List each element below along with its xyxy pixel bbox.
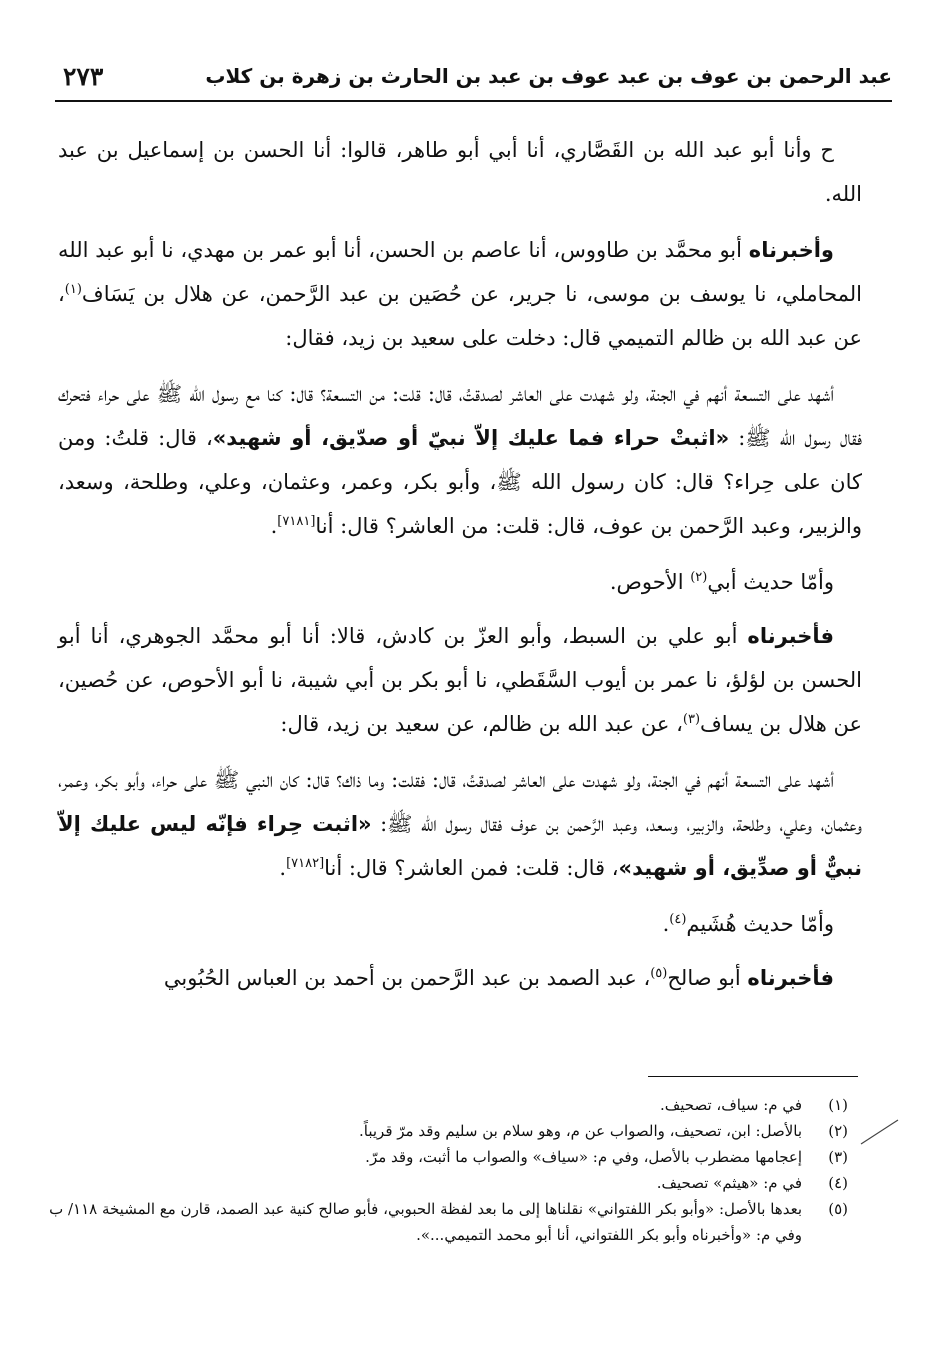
paragraph-lead: فأخبرناه [747, 966, 834, 990]
paragraph-text: أشهد على التسعة أنهم في الجنة، ولو شهدت على العاشر لصدقتُ، قال: قلت: من التسعة؟ قال: كنا مع رسول الله ﷺ على حراء فتحرك فقال رسول الله ﷺ: [58, 382, 863, 450]
hadith-number: [٧١٨١] [277, 514, 316, 529]
margin-stroke-mark [858, 1118, 900, 1148]
footnote-ref: (١) [64, 282, 82, 297]
footnote-divider [648, 1076, 858, 1077]
footnote-item [40, 1118, 848, 1144]
footnote-ref: (٤) [669, 912, 687, 927]
paragraph-text: أبو صالح [667, 966, 748, 990]
paragraph-5 [58, 614, 862, 746]
footnote-item [40, 1196, 848, 1248]
paragraph-2 [58, 228, 862, 360]
footnote-ref: (٢) [690, 570, 708, 585]
paragraph-lead: فأخبرناه [747, 624, 834, 648]
paragraph-4 [58, 560, 862, 604]
running-head: عبد الرحمن بن عوف بن عبد عوف بن عبد بن الحارث بن زهرة بن كلاب [205, 64, 892, 88]
paragraph-text: أشهد على التسعة أنهم في الجنة، ولو شهدت على العاشر لصدقتُ، قال: فقلت: وما ذاك؟ قال: كان النبي ﷺ على حراء، وأبو بكر، وعمر، وعثمان، وعلي، وطلحة، والزبير، وسعد، وعبد الرَّحمن بن عوف فقال رسول الله ﷺ: [58, 768, 863, 836]
paragraph-text: ، قال: قلتُ: ومن كان على حِراء؟ قال: كان رسول الله ﷺ، وأبو بكر، وعمر، وعثمان، وعلي، وطلحة، وسعد، والزبير، وعبد الرَّحمن بن عوف، قال: قلت: من العاشر؟ قال: أنا [58, 426, 862, 538]
footnote-text: في م: «هيثم» تصحيف. [656, 1174, 802, 1192]
footnote-item [40, 1170, 848, 1196]
footnote-ref: (٥) [650, 966, 668, 981]
page-number: ٢٧٣ [63, 62, 104, 91]
paragraph-text: أبو علي بن السبط، وأبو العزّ بن كادش، قالا: أنا أبو محمَّد الجوهري، أنا أبو الحسن بن لؤلؤ، نا عمر بن أيوب السَّقَطي، نا أبو بكر بن أبي شيبة، نا أبو الأحوص، عن حُصين، عن هلال بن يساف [58, 624, 862, 736]
paragraph-6 [58, 758, 862, 890]
footnote-number: (٢) [828, 1122, 848, 1140]
paragraph-text: أبو محمَّد بن طاووس، أنا عاصم بن الحسن، أنا أبو عمر بن مهدي، نا أبو عبد الله المحاملي، نا يوسف بن موسى، نا جرير، عن حُصَين بن عبد الرَّحمن، عن هلال بن يَسَاف [58, 238, 862, 306]
paragraph-text: وأمّا حديث أبي [707, 570, 834, 594]
paragraph-text: ، قال: قلت: فمن العاشر؟ قال: أنا [324, 856, 619, 880]
paragraph-text: الأحوص. [609, 570, 691, 594]
paragraph-text: . [270, 514, 278, 538]
footnote-item [40, 1144, 848, 1170]
paragraph-1 [58, 128, 862, 216]
page-header [55, 58, 892, 102]
paragraph-7 [58, 902, 862, 946]
footnote-item [40, 1092, 848, 1118]
paragraph-text: ح وأنا أبو عبد الله بن القَصَّاري، أنا أبي أبو طاهر، قالوا: أنا الحسن بن إسماعيل بن عبد الله. [58, 138, 862, 206]
footnote-number: (٥) [828, 1200, 848, 1218]
footnote-text: في م: سياف، تصحيف. [659, 1096, 802, 1114]
footnotes [40, 1092, 848, 1248]
footnote-ref: (٣) [682, 712, 701, 727]
paragraph-text: ، عبد الصمد بن عبد الرَّحمن بن أحمد بن العباس الحُبُوبي [163, 966, 651, 990]
paragraph-3 [58, 372, 862, 548]
footnote-text: إعجامها مضطرب بالأصل، وفي م: «سياف» والصواب ما أثبت، وقد مرّ. [365, 1148, 802, 1166]
paragraph-text: ، عن عبد الله بن ظالم، عن سعيد بن زيد، قال: [280, 712, 683, 736]
paragraph-text: ، عن عبد الله بن ظالم التميمي قال: دخلت على سعيد بن زيد، فقال: [58, 282, 862, 350]
hadith-quote: «اثبت حِراء فإنّه ليس عليك إلاّ نبيٌّ أو صدِّيق، أو شهيد» [58, 812, 862, 880]
hadith-number: [٧١٨٢] [286, 856, 325, 871]
paragraph-text: وأمّا حديث هُشَيم [686, 912, 834, 936]
paragraph-8 [58, 956, 862, 1000]
paragraph-text: . [279, 856, 287, 880]
main-text [58, 128, 862, 1012]
footnote-text: بالأصل: ابن، تصحيف، والصواب عن م، وهو سلام بن سليم وقد مرّ قريباً. [359, 1122, 802, 1140]
footnote-number: (٣) [828, 1148, 848, 1166]
footnote-number: (١) [828, 1096, 848, 1114]
hadith-quote: «اثبتْ حراء فما عليك إلاّ نبيّ أو صدّيق، أو شهيد» [212, 426, 730, 450]
footnote-text: بعدها بالأصل: «وأبو بكر اللفتواني» نقلناها إلى ما بعد لفظة الحبوبي، فأبو صالح كنية عبد الصمد، قارن مع المشيخة ١١٨/ ب وفي م: «وأخبرناه وأبو بكر اللفتواني، أنا أبو محمد التميمي...». [49, 1200, 802, 1244]
footnote-number: (٤) [828, 1174, 848, 1192]
paragraph-lead: وأخبرناه [748, 238, 834, 262]
paragraph-text: . [662, 912, 670, 936]
